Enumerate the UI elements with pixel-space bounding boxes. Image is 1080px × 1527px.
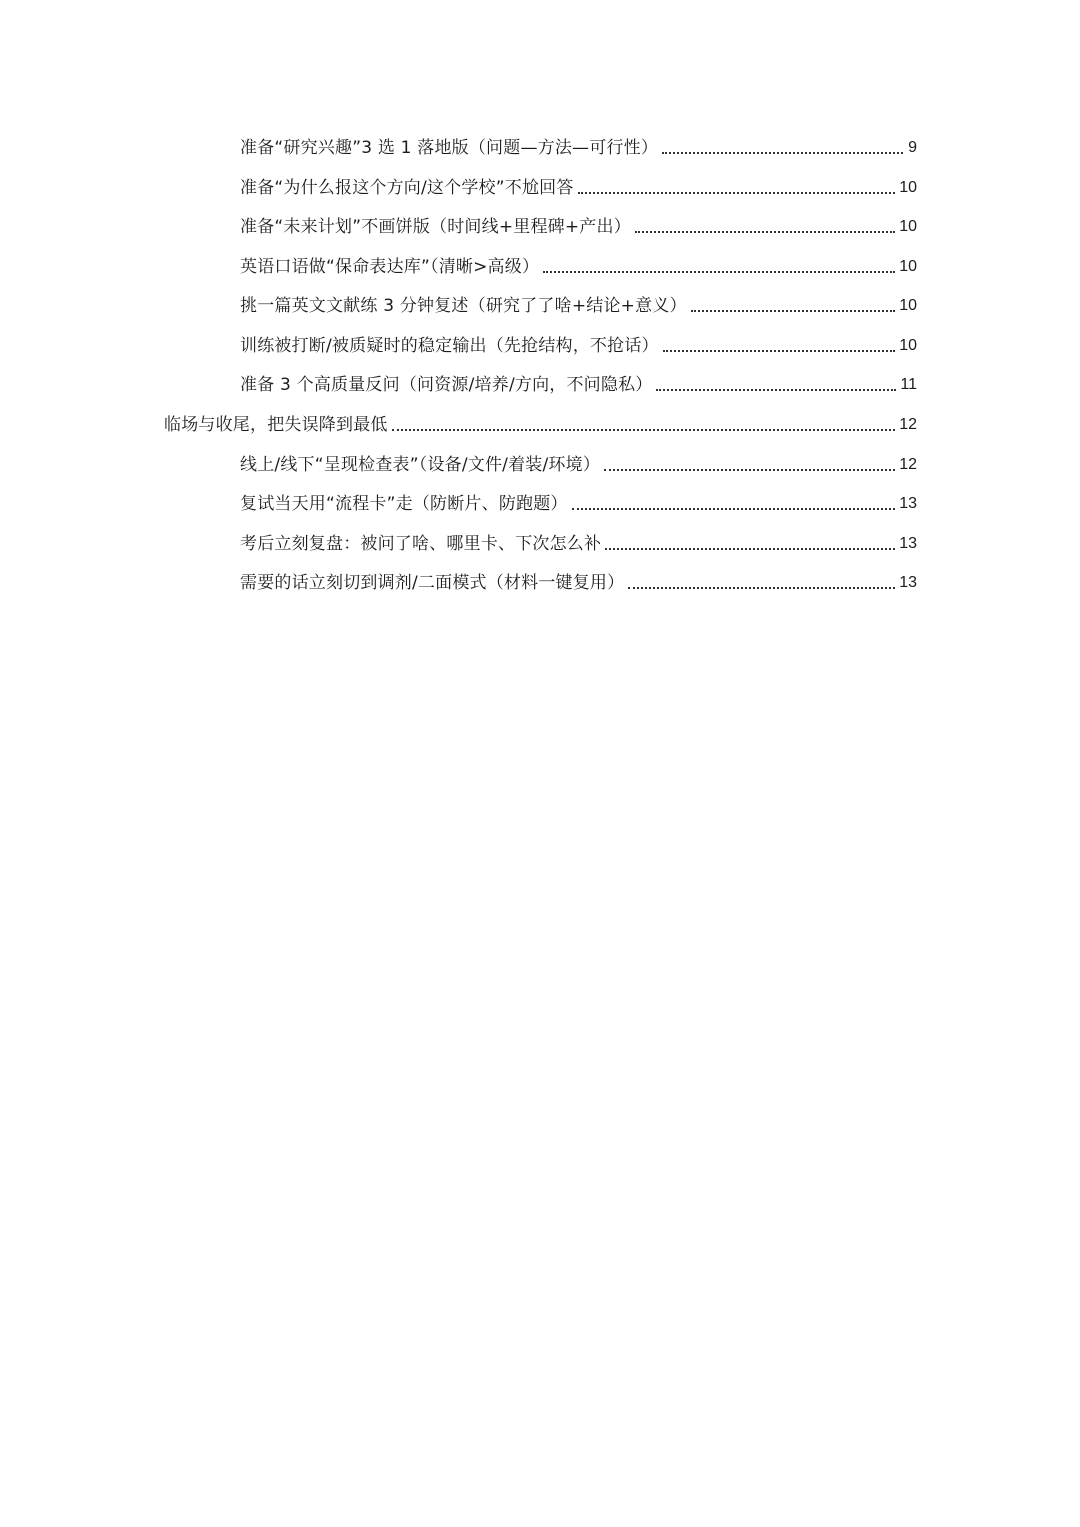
toc-entry[interactable] — [240, 247, 917, 279]
toc-entry-title: 英语口语做“保命表达库”（清晰>高级） — [240, 257, 540, 277]
toc-dot-leader — [663, 350, 895, 352]
toc-dot-leader — [656, 389, 896, 391]
toc-entry[interactable] — [240, 326, 917, 358]
toc-entry-title: 临场与收尾，把失误降到最低 — [164, 415, 388, 435]
toc-page-number: 10 — [899, 258, 917, 275]
toc-page-number: 10 — [899, 218, 917, 235]
toc-dot-leader — [635, 231, 895, 233]
toc-entry[interactable] — [240, 563, 917, 595]
toc-entry-title: 挑一篇英文文献练 3 分钟复述（研究了了啥+结论+意义） — [240, 296, 687, 316]
toc-entry-title: 准备 3 个高质量反问（问资源/培养/方向，不问隐私） — [240, 375, 653, 395]
toc-entry[interactable] — [240, 168, 917, 200]
toc-entry[interactable] — [240, 445, 917, 477]
toc-entry[interactable] — [240, 128, 917, 160]
toc-dot-leader — [628, 587, 895, 589]
toc-page-number: 13 — [899, 574, 917, 591]
toc-page-number: 12 — [899, 456, 917, 473]
toc-dot-leader — [392, 429, 896, 431]
toc-page-number: 10 — [899, 337, 917, 354]
toc-dot-leader — [605, 548, 895, 550]
toc-entry-title: 线上/线下“呈现检查表”（设备/文件/着装/环境） — [240, 455, 601, 475]
toc-entry[interactable] — [240, 524, 917, 556]
toc-page-number: 11 — [900, 376, 917, 393]
toc-entry[interactable] — [240, 484, 917, 516]
toc-section-entry[interactable] — [164, 405, 917, 437]
toc-page-number: 13 — [899, 495, 917, 512]
toc-dot-leader — [691, 310, 895, 312]
toc-page-number: 9 — [908, 139, 917, 156]
toc-dot-leader — [572, 508, 896, 510]
toc-dot-leader — [662, 152, 903, 154]
toc-page-number: 13 — [899, 535, 917, 552]
toc-dot-leader — [604, 469, 895, 471]
toc-entry[interactable] — [240, 286, 917, 318]
toc-entry-title: 需要的话立刻切到调剂/二面模式（材料一键复用） — [240, 573, 625, 593]
toc-page-number: 10 — [899, 297, 917, 314]
toc-entry-title: 准备“研究兴趣”3 选 1 落地版（问题—方法—可行性） — [240, 138, 659, 158]
toc-entry[interactable] — [240, 207, 917, 239]
toc-page-number: 12 — [899, 416, 917, 433]
toc-entry-title: 考后立刻复盘：被问了啥、哪里卡、下次怎么补 — [240, 534, 602, 554]
toc-dot-leader — [543, 271, 895, 273]
toc-entry-title: 复试当天用“流程卡”走（防断片、防跑题） — [240, 494, 568, 514]
toc-entry-title: 准备“未来计划”不画饼版（时间线+里程碑+产出） — [240, 217, 631, 237]
toc-dot-leader — [578, 192, 896, 194]
toc-entry[interactable] — [240, 365, 917, 397]
toc-entry-title: 准备“为什么报这个方向/这个学校”不尬回答 — [240, 178, 574, 198]
toc-entry-title: 训练被打断/被质疑时的稳定输出（先抢结构，不抢话） — [240, 336, 659, 356]
toc-page-number: 10 — [899, 179, 917, 196]
